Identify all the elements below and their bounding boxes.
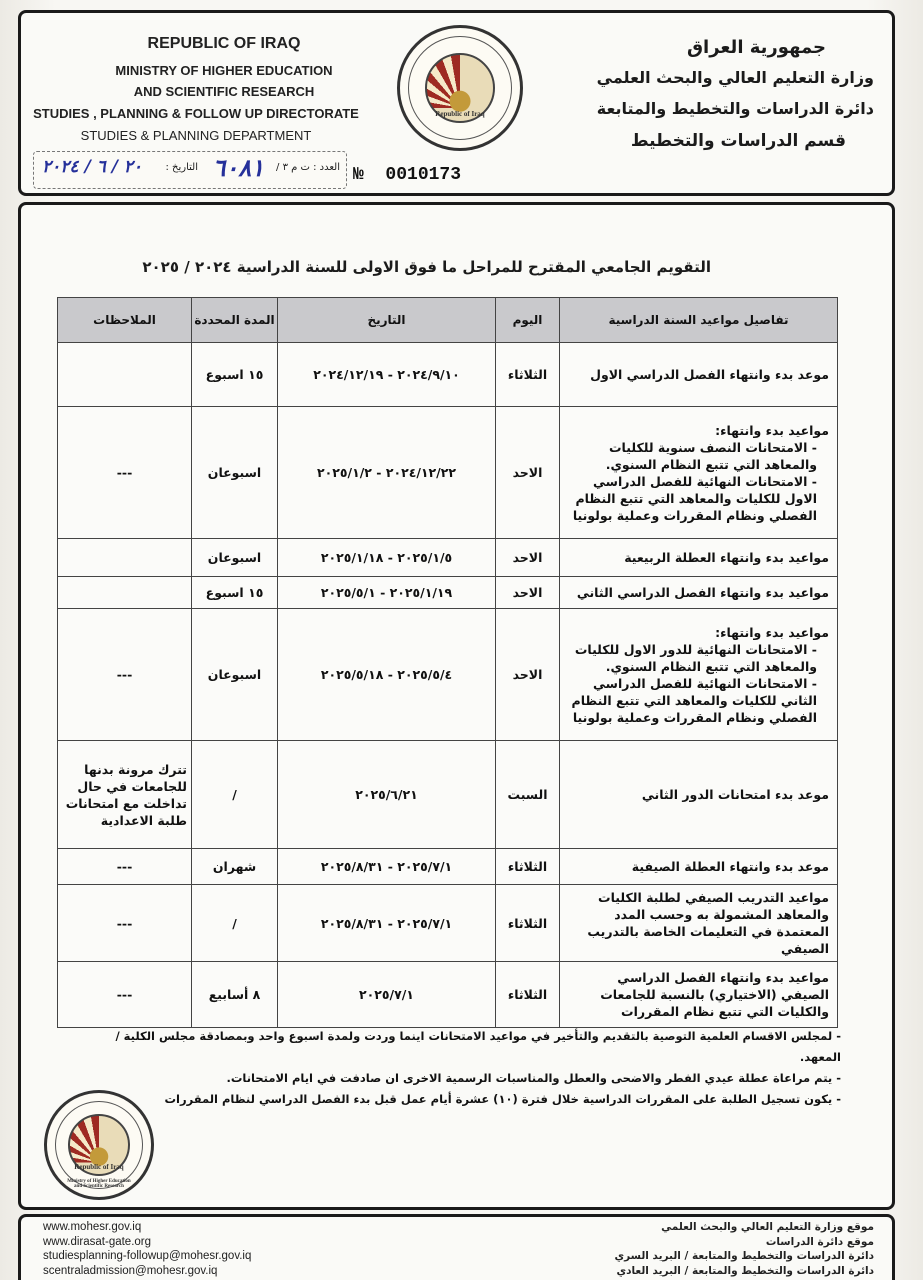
- row-date: ٢٠٢٤/٩/١٠ - ٢٠٢٤/١٢/١٩: [278, 343, 496, 407]
- footnote-item: - يكون تسجيل الطلبة على المقررات الدراسية خلال فترة (١٠) عشرة أيام عمل قبل بدء الفصل الدراسي لنظام المقررات: [101, 1089, 841, 1110]
- table-row: [58, 609, 838, 741]
- row-notes: ---: [58, 849, 192, 885]
- footer: [18, 1214, 895, 1280]
- row-notes: [58, 539, 192, 577]
- row-day: السبت: [496, 741, 560, 849]
- footer-label: موقع دائرة الدراسات: [765, 1235, 874, 1248]
- ar-department: قسم الدراسات والتخطيط: [630, 131, 846, 151]
- table-row: [58, 962, 838, 1028]
- footnote-item: - لمجلس الاقسام العلمية التوصية بالتقديم والتأخير في مواعيد الامتحانات اينما وردت ولمدة اسبوع واحد وبمصادقة مجلس الكلية / المعهد.: [101, 1026, 841, 1068]
- ar-directorate: دائرة الدراسات والتخطيط والمتابعة: [596, 99, 874, 118]
- col-date: التاريخ: [278, 298, 496, 343]
- serial-number: № 0010173: [353, 165, 462, 185]
- row-duration: شهران: [192, 849, 278, 885]
- row-notes: ---: [58, 962, 192, 1028]
- table-row: [58, 343, 838, 407]
- footer-label: موقع وزارة التعليم العالي والبحث العلمي: [661, 1221, 874, 1233]
- reference-box: [33, 151, 347, 189]
- row-day: الثلاثاء: [496, 885, 560, 962]
- table-row: [58, 407, 838, 539]
- row-details: مواعيد بدء وانتهاء الفصل الدراسي الثاني: [560, 577, 838, 609]
- footer-label: دائرة الدراسات والتخطيط والمتابعة / البريد العادي: [616, 1264, 874, 1277]
- row-detail-item: - الامتحانات النهائية للدور الاول للكليات والمعاهد التي تتبع النظام السنوي.: [568, 641, 817, 675]
- row-duration: اسبوعان: [192, 609, 278, 741]
- row-duration: ١٥ اسبوع: [192, 577, 278, 609]
- ar-republic: جمهورية العراق: [686, 37, 826, 58]
- col-notes: الملاحظات: [58, 298, 192, 343]
- letterhead: [18, 10, 895, 196]
- row-day: الثلاثاء: [496, 849, 560, 885]
- table-row: [58, 577, 838, 609]
- table-row: [58, 885, 838, 962]
- footnotes: [101, 1026, 841, 1110]
- row-date: ٢٠٢٥/٦/٢١: [278, 741, 496, 849]
- ministry-seal: Republic of Iraq: [397, 25, 523, 151]
- ministry-stamp: Republic of Iraq Ministry of Higher Education and Scientific Research: [44, 1090, 154, 1200]
- row-detail-item: - الامتحانات النهائية للفصل الدراسي الاول للكليات والمعاهد التي تتبع النظام الفصلي ونظام المقررات وعملية بولونيا: [568, 473, 817, 524]
- row-notes: ---: [58, 407, 192, 539]
- row-duration: ٨ أسابيع: [192, 962, 278, 1028]
- row-detail-item: - الامتحانات النهائية للفصل الدراسي الثاني للكليات والمعاهد التي تتبع النظام الفصلي ونظام المقررات وعملية بولونيا: [568, 675, 817, 726]
- footnote-item: - يتم مراعاة عطلة عيدي الفطر والاضحى والعطل والمناسبات الرسمية الاخرى ان صادفت في ايام الامتحانات.: [101, 1068, 841, 1089]
- row-details: مواعيد بدء وانتهاء العطلة الربيعية: [560, 539, 838, 577]
- row-details: موعد بدء وانتهاء العطلة الصيفية: [560, 849, 838, 885]
- row-day: الثلاثاء: [496, 962, 560, 1028]
- col-day: اليوم: [496, 298, 560, 343]
- row-details: مواعيد التدريب الصيفي لطلبة الكليات والمعاهد المشمولة به وحسب المدد المعتمدة في التعليمات الخاصة بالتدريب الصيفي: [560, 885, 838, 962]
- row-day: الثلاثاء: [496, 343, 560, 407]
- footer-labels: [614, 1220, 874, 1278]
- row-notes: [58, 577, 192, 609]
- date-value: ٢٠ / ٦ / ٢٠٢٤: [42, 157, 143, 177]
- en-directorate: STUDIES , PLANNING & FOLLOW UP DIRECTORATE: [33, 106, 359, 121]
- row-date: ٢٠٢٥/٧/١ - ٢٠٢٥/٨/٣١: [278, 849, 496, 885]
- row-notes: تترك مرونة بدنها للجامعات في حال تداخلت مع امتحانات طلبة الاعدادية: [58, 741, 192, 849]
- row-notes: ---: [58, 609, 192, 741]
- document-title: التقويم الجامعي المقترح للمراحل ما فوق الاولى للسنة الدراسية ٢٠٢٤ / ٢٠٢٥: [142, 258, 711, 276]
- row-date: ٢٠٢٥/١/٥ - ٢٠٢٥/١/١٨: [278, 539, 496, 577]
- ref-number: ٦٠٨١: [212, 153, 264, 182]
- row-duration: ١٥ اسبوع: [192, 343, 278, 407]
- table-header-row: [58, 298, 838, 343]
- en-research: AND SCIENTIFIC RESEARCH: [133, 84, 315, 99]
- footer-link[interactable]: www.mohesr.gov.iq: [43, 1221, 142, 1233]
- row-details: مواعيد بدء وانتهاء الفصل الدراسي الصيفي (الاختياري) بالنسبة للجامعات والكليات التي تتبع نظام المقررات: [560, 962, 838, 1028]
- en-ministry: MINISTRY OF HIGHER EDUCATION: [115, 63, 333, 78]
- row-date: ٢٠٢٥/٧/١ - ٢٠٢٥/٨/٣١: [278, 885, 496, 962]
- date-label: التاريخ :: [165, 162, 198, 173]
- footer-link[interactable]: studiesplanning-followup@mohesr.gov.iq: [43, 1250, 252, 1262]
- row-details: موعد بدء امتحانات الدور الثاني: [560, 741, 838, 849]
- row-day: الاحد: [496, 539, 560, 577]
- col-details: تفاصيل مواعيد السنة الدراسية: [560, 298, 838, 343]
- row-notes: ---: [58, 885, 192, 962]
- ref-label: العدد : ت م ٣ /: [276, 162, 340, 173]
- row-day: الاحد: [496, 609, 560, 741]
- en-department: STUDIES & PLANNING DEPARTMENT: [80, 128, 312, 143]
- footer-links: [43, 1220, 251, 1278]
- row-duration: اسبوعان: [192, 539, 278, 577]
- table-row: [58, 849, 838, 885]
- footer-link[interactable]: www.dirasat-gate.org: [43, 1235, 152, 1248]
- footer-label: دائرة الدراسات والتخطيط والمتابعة / البريد السري: [614, 1250, 874, 1262]
- row-date: ٢٠٢٥/٧/١: [278, 962, 496, 1028]
- row-date: ٢٠٢٥/٥/٤ - ٢٠٢٥/٥/١٨: [278, 609, 496, 741]
- row-duration: /: [192, 741, 278, 849]
- row-duration: /: [192, 885, 278, 962]
- row-day: الاحد: [496, 577, 560, 609]
- row-details: مواعيد بدء وانتهاء: - الامتحانات النهائية للدور الاول للكليات والمعاهد التي تتبع النظام السنوي. - الامتحانات النهائية للفصل الدراسي الثاني للكليات والمعاهد التي تتبع النظام الفصلي ونظام المقررات وعملية بولونيا: [560, 609, 838, 741]
- row-details: موعد بدء وانتهاء الفصل الدراسي الاول: [560, 343, 838, 407]
- row-detail-item: - الامتحانات النصف سنوية للكليات والمعاهد التي تتبع النظام السنوي.: [568, 439, 817, 473]
- row-duration: اسبوعان: [192, 407, 278, 539]
- en-republic: REPUBLIC OF IRAQ: [147, 35, 301, 52]
- row-date: ٢٠٢٤/١٢/٢٢ - ٢٠٢٥/١/٢: [278, 407, 496, 539]
- ar-ministry: وزارة التعليم العالي والبحث العلمي: [596, 68, 874, 87]
- col-duration: المدة المحددة: [192, 298, 278, 343]
- row-day: الاحد: [496, 407, 560, 539]
- footer-link[interactable]: scentraladmission@mohesr.gov.iq: [43, 1264, 218, 1277]
- table-row: [58, 539, 838, 577]
- calendar-table: [57, 297, 838, 1028]
- row-date: ٢٠٢٥/١/١٩ - ٢٠٢٥/٥/١: [278, 577, 496, 609]
- table-row: [58, 741, 838, 849]
- row-details: مواعيد بدء وانتهاء: - الامتحانات النصف سنوية للكليات والمعاهد التي تتبع النظام السنوي. - الامتحانات النهائية للفصل الدراسي الاول للكليات والمعاهد التي تتبع النظام الفصلي ونظام المقررات وعملية بولونيا: [560, 407, 838, 539]
- row-notes: [58, 343, 192, 407]
